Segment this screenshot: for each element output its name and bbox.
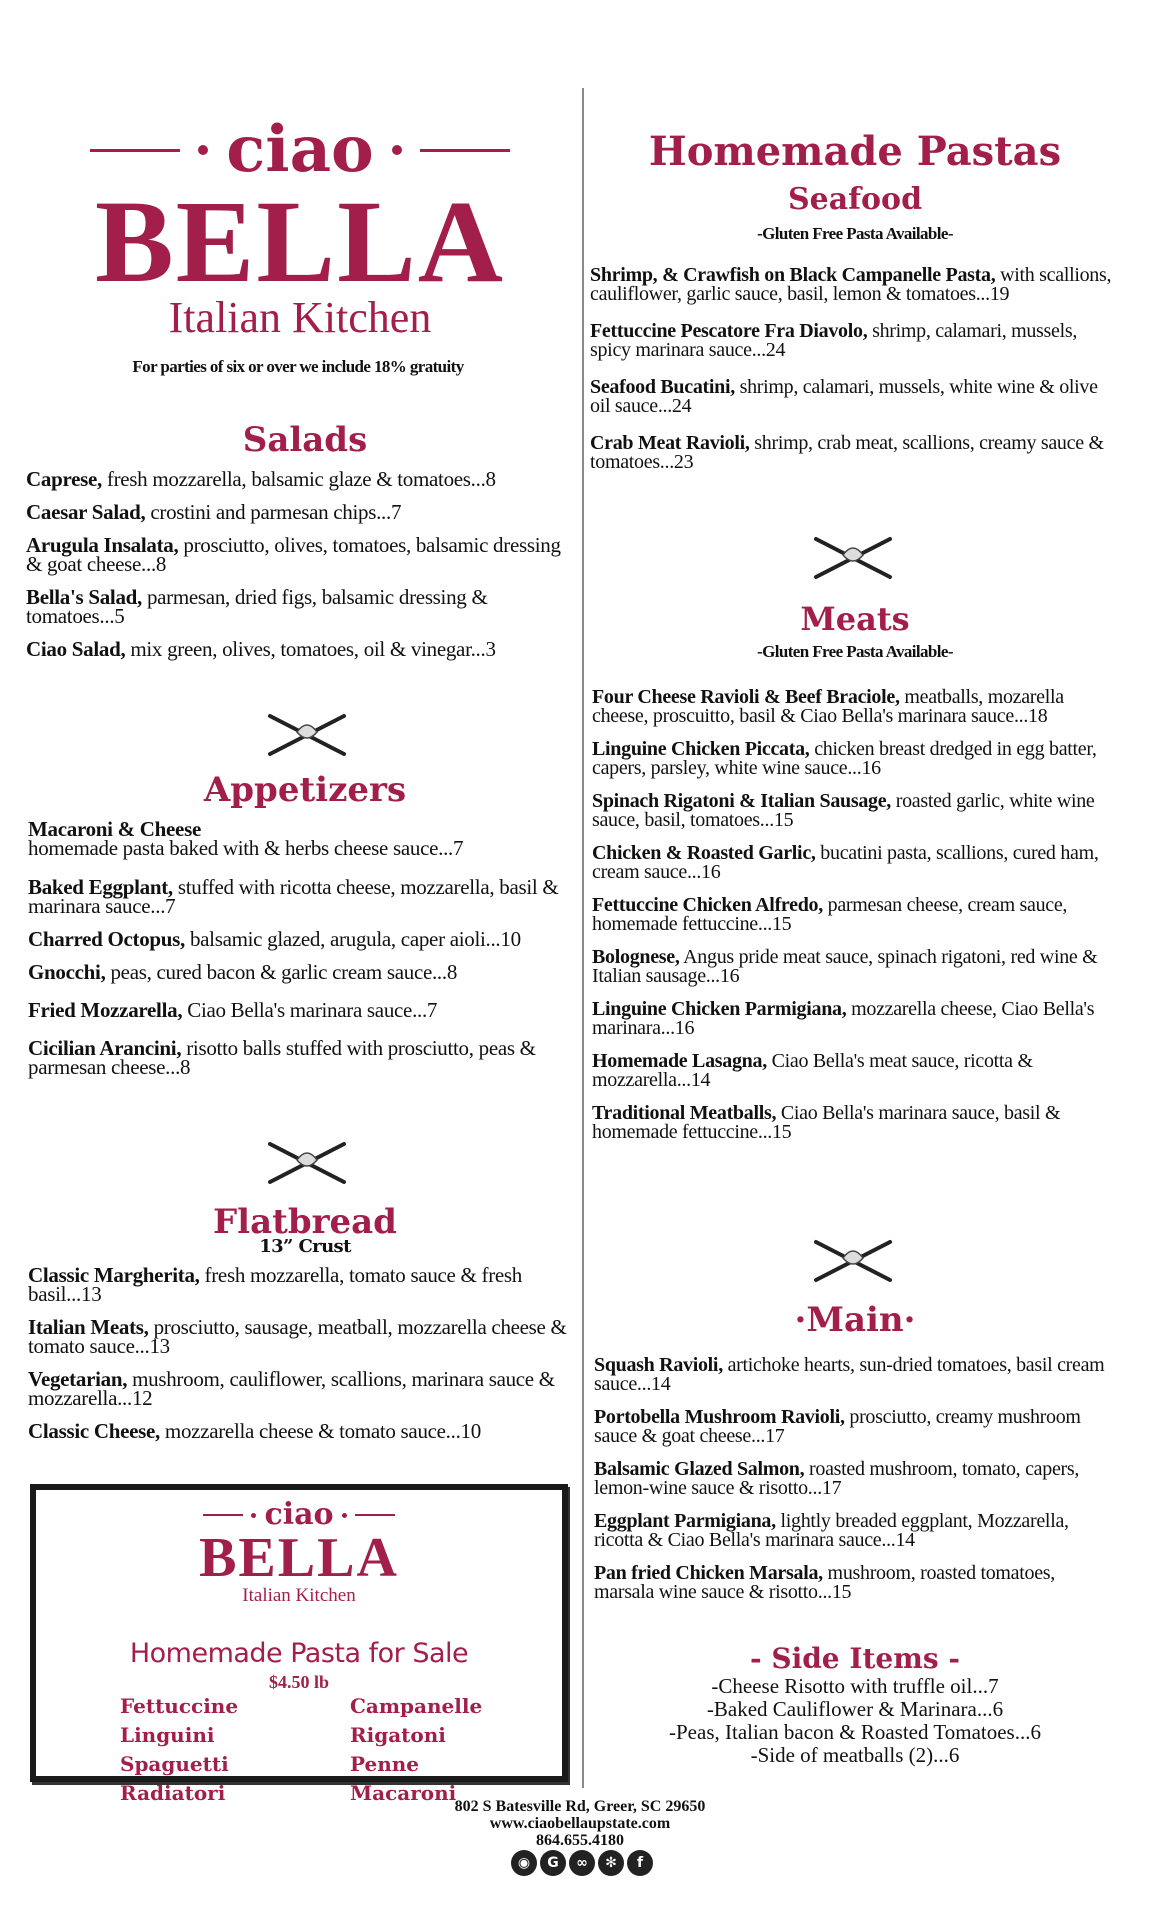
menu-item: Baked Eggplant, stuffed with ricotta cheese, mozzarella, basil & marinara sauce...7	[28, 875, 559, 918]
promo-price: $4.50 lb	[268, 1672, 329, 1692]
salads-title: Salads	[242, 420, 368, 460]
menu-item: Traditional Meatballs, Ciao Bella's marinara sauce, basil & homemade fettuccine...15	[592, 1102, 1061, 1143]
menu-item: Fettuccine Chicken Alfredo, parmesan cheese, cream sauce, homemade fettuccine...15	[592, 894, 1068, 935]
promo-pasta-left	[120, 1692, 238, 1808]
pasta-for-sale-box	[30, 1484, 568, 1805]
meats-list	[592, 688, 1117, 1156]
side-item: -Side of meatballs (2)...6	[750, 1743, 960, 1767]
instagram-icon[interactable]: ◉	[511, 1850, 537, 1876]
meats-gluten-note: -Gluten Free Pasta Available-	[757, 642, 953, 661]
pasta-type: Macaroni	[350, 1781, 457, 1805]
flatbread-subtitle: 13” Crust	[259, 1236, 351, 1257]
yelp-icon[interactable]: ✻	[598, 1850, 624, 1876]
pasta-type: Rigatoni	[350, 1723, 446, 1747]
menu-item: Classic Margherita, fresh mozzarella, tomato sauce & fresh basil...13	[28, 1263, 522, 1306]
menu-item: Classic Cheese, mozzarella cheese & tomato sauce...10	[28, 1419, 481, 1443]
side-item: -Peas, Italian bacon & Roasted Tomatoes...6	[669, 1720, 1041, 1744]
pasta-type: Linguini	[120, 1723, 215, 1747]
pasta-type: Radiatori	[120, 1781, 226, 1805]
menu-item: Bella's Salad, parmesan, dried figs, balsamic dressing & tomatoes...5	[26, 585, 488, 628]
tripadvisor-icon[interactable]: ∞	[569, 1850, 595, 1876]
logo-kitchen: Italian Kitchen	[168, 293, 432, 342]
menu-item: Homemade Lasagna, Ciao Bella's meat sauce, ricotta & mozzarella...14	[592, 1050, 1033, 1091]
phone: 864.655.4180	[536, 1832, 624, 1849]
meats-title: Meats	[800, 600, 910, 638]
menu-item: Bolognese, Angus pride meat sauce, spinach rigatoni, red wine & Italian sausage...16	[592, 946, 1098, 987]
menu-item: Macaroni & Cheese homemade pasta baked with & herbs cheese sauce...7	[28, 817, 464, 860]
promo-logo-ciao: ciao	[264, 1497, 334, 1532]
menu-item: Ciao Salad, mix green, olives, tomatoes, oil & vinegar...3	[26, 637, 496, 661]
promo-logo	[36, 1497, 562, 1606]
menu-item: Shrimp, & Crawfish on Black Campanelle Pasta, with scallions, cauliflower, garlic sauce, basil, lemon & tomatoes...19	[590, 264, 1112, 305]
pasta-type: Campanelle	[350, 1694, 483, 1718]
facebook-icon[interactable]: f	[627, 1850, 653, 1876]
seafood-gluten-note: -Gluten Free Pasta Available-	[757, 224, 953, 243]
salads-list	[26, 467, 581, 673]
footer	[330, 1798, 830, 1849]
gratuity-note: For parties of six or over we include 18% gratuity	[132, 357, 464, 376]
menu-item: Balsamic Glazed Salmon, roasted mushroom, tomato, capers, lemon-wine sauce & risotto...17	[594, 1458, 1080, 1499]
menu-item: Gnocchi, peas, cured bacon & garlic cream sauce...8	[28, 960, 458, 984]
menu-item: Cicilian Arancini, risotto balls stuffed with prosciutto, peas & parmesan cheese...8	[28, 1036, 536, 1079]
flatbread-list	[28, 1263, 583, 1455]
website-link[interactable]: www.ciaobellaupstate.com	[489, 1815, 671, 1832]
menu-item: Caesar Salad, crostini and parmesan chips...7	[26, 500, 402, 524]
menu-item: Squash Ravioli, artichoke hearts, sun-dried tomatoes, basil cream sauce...14	[594, 1354, 1105, 1395]
menu-item: Spinach Rigatoni & Italian Sausage, roasted garlic, white wine sauce, basil, tomatoes...15	[592, 790, 1095, 831]
logo	[60, 112, 540, 342]
google-icon[interactable]: G	[540, 1850, 566, 1876]
menu-item: Arugula Insalata, prosciutto, olives, tomatoes, balsamic dressing & goat cheese...8	[26, 533, 561, 576]
social-icons	[511, 1850, 653, 1876]
address: 802 S Batesville Rd, Greer, SC 29650	[454, 1798, 706, 1815]
pastas-title: Homemade Pastas	[648, 128, 1062, 175]
promo-pasta-right	[350, 1692, 482, 1808]
side-item: -Cheese Risotto with truffle oil...7	[711, 1674, 999, 1698]
menu-item: Fried Mozzarella, Ciao Bella's marinara sauce...7	[28, 998, 438, 1022]
logo-ciao: ciao	[226, 112, 374, 187]
menu-item: Charred Octopus, balsamic glazed, arugula, caper aioli...10	[28, 927, 521, 951]
menu-item: Linguine Chicken Piccata, chicken breast dredged in egg batter, capers, parsley, white wine sauce...16	[592, 738, 1097, 779]
main-list	[594, 1356, 1119, 1616]
menu-item: Chicken & Roasted Garlic, bucatini pasta, scallions, cured ham, cream sauce...16	[592, 842, 1099, 883]
side-items-title: - Side Items -	[750, 1642, 960, 1675]
menu-item: Portobella Mushroom Ravioli, prosciutto, creamy mushroom sauce & goat cheese...17	[594, 1406, 1081, 1447]
seafood-list	[590, 266, 1115, 486]
fork-knife-icon	[808, 1236, 898, 1286]
side-item: -Baked Cauliflower & Marinara...6	[706, 1697, 1004, 1721]
menu-item: Italian Meats, prosciutto, sausage, meatball, mozzarella cheese & tomato sauce...13	[28, 1315, 567, 1358]
promo-title: Homemade Pasta for Sale	[129, 1638, 469, 1669]
menu-item: Fettuccine Pescatore Fra Diavolo, shrimp, calamari, mussels, spicy marinara sauce...24	[590, 320, 1078, 361]
promo-logo-kitchen: Italian Kitchen	[242, 1585, 356, 1606]
menu-item: Eggplant Parmigiana, lightly breaded eggplant, Mozzarella, ricotta & Ciao Bella's marinara sauce...14	[594, 1510, 1069, 1551]
promo-logo-bella: BELLA	[199, 1527, 399, 1589]
pasta-type: Fettuccine	[120, 1694, 239, 1718]
flatbread-title: Flatbread	[213, 1202, 397, 1242]
seafood-title: Seafood	[787, 182, 923, 217]
menu-item: Seafood Bucatini, shrimp, calamari, mussels, white wine & olive oil sauce...24	[590, 376, 1098, 417]
appetizers-list	[28, 817, 583, 1091]
fork-knife-icon	[262, 710, 352, 760]
pasta-type: Penne	[350, 1752, 420, 1776]
fork-knife-icon	[808, 533, 898, 583]
menu-item: Crab Meat Ravioli, shrimp, crab meat, scallions, creamy sauce & tomatoes...23	[590, 432, 1104, 473]
side-items	[600, 1642, 1110, 1767]
main-title: ·Main·	[794, 1300, 916, 1340]
appetizers-title: Appetizers	[203, 770, 407, 810]
menu-item: Linguine Chicken Parmigiana, mozzarella cheese, Ciao Bella's marinara...16	[592, 998, 1095, 1039]
menu-item: Vegetarian, mushroom, cauliflower, scallions, marinara sauce & mozzarella...12	[28, 1367, 555, 1410]
menu-item: Caprese, fresh mozzarella, balsamic glaze & tomatoes...8	[26, 467, 496, 491]
menu-item: Pan fried Chicken Marsala, mushroom, roasted tomatoes, marsala wine sauce & risotto...15	[594, 1562, 1055, 1603]
pasta-type: Spaguetti	[120, 1752, 229, 1776]
fork-knife-icon	[262, 1138, 352, 1188]
logo-bella: BELLA	[94, 176, 506, 307]
menu-item: Four Cheese Ravioli & Beef Braciole, meatballs, mozarella cheese, proscuitto, basil & Ciao Bella's marinara sauce...18	[592, 686, 1064, 727]
